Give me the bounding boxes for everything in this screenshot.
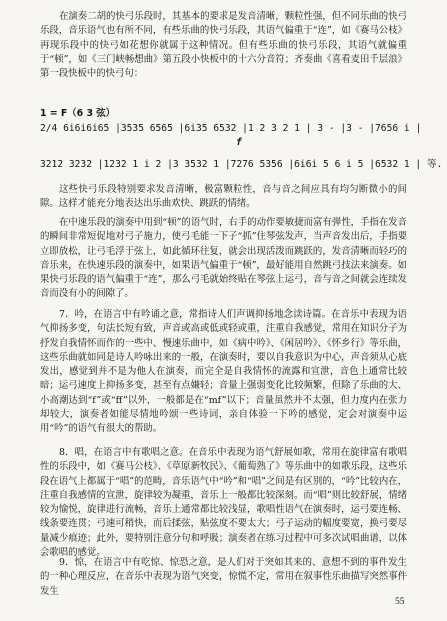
music-dynamic-mark	[236, 137, 256, 148]
music-phrase-2: 3212 3232 |1232 1 i 2 |3 3532 1 |7276 5356 |6i6i 5 6 i 5 |6532 1 | 等.	[40, 159, 443, 170]
dynamic-forte: f	[236, 137, 242, 148]
music-staff-line-2	[40, 156, 443, 170]
music-phrase-1b: 3 - |3 - |7656 i |	[317, 123, 422, 134]
page-number: 55	[395, 596, 405, 607]
music-phrase-1a: 6i6i6i65 |3535 6565 |6i35 6532 |1 2 3 2 1 |	[63, 123, 312, 134]
paragraph-jing-startle: 9．惊，在语言中有吃惊、惊恐之意，是人们对于突如其来的、意想不到的事件发生的一种心理反应，在音乐中表现为语气突变，惊慌不定，常用在叙事性乐曲描写突然事件发生	[40, 557, 407, 597]
music-staff-line-1	[40, 123, 422, 134]
paragraph-medium-tempo: 在中速乐段的演奏中用到“顿”的语气时，右手的动作要敏捷而富有弹性，手指在发音的瞬间非常短促地对弓子施力，使弓毛能一下子“抓”住琴弦发声，当声音发出后，手指要立即放松，让弓毛浮于弦上，如此循环往复，就会出现活泼而跳跃的，发音清晰而轻巧的音乐来，在快速乐段的演奏中，如果语气偏重于“顿”，最好能用自然跳弓技法来演奏。如果快弓乐段的语气偏重于“连”，那么弓毛就始终贴在琴弦上运弓，音与音之间就会连续发音而没有小的间隙了。	[40, 217, 407, 300]
music-time-signature: 2/4	[40, 123, 58, 134]
music-key-signature: 1 = F（6 3 弦）	[40, 108, 116, 119]
paragraph-fast-bow: 在演奏二胡的快弓乐段时，其基本的要求是发音清晰，颗粒性强，但不同乐曲的快弓乐段，音乐语气也有所不同，有些乐曲的快弓乐段，其语气偏重于“连”，如《赛马公枝》再现乐段中的快弓如花想你就属于这种情况。但有些乐曲的快弓乐段，其语气就偏重于“顿”，如《三门峡畅想曲》第五段小快板中的十六分音符；齐奏曲《喜看麦田千层浪》第一段快板中的快弓句：	[40, 11, 407, 80]
paragraph-fast-bow-summary: 这些快弓乐段特别要求发音清晰，极富颗粒性，音与音之间应具有均匀断微小的间隙。这样才能充分地表达出乐曲欢快、跳跃的情绪。	[40, 184, 407, 210]
paragraph-yin-chant: 7．吟，在语言中有吟诵之意，常指诗人们声调抑扬地念读诗篇。在音乐中表现为语气抑扬多变，句法长短有致，声音或高或低或轻或重，注重自我感觉，常用在知识分子为抒发自我情怀而作的一些中、慢速乐曲中，如《病中吟》、《闲居吟》、《怀乡行》等乐曲，这些乐曲就如同是诗人吟咏出来的一般，在演奏时，要以自我意识为中心，声音须从心底发出，感觉到并不是为他人在演奏，而完全是自我情怀的流露和宣泄，音色上通常比较暗；运弓速度上抑扬多变，甚至有点嫌轻；音量上强弱变化比较频繁，但除了乐曲的大、小高潮达到“f”或“ff”以外，一般都是在“mf”以下；音量虽然并不太强，但力度内在张力却较大，演奏者如能尽情地吟颂一些诗词，亲自体验一下吟的感觉，定会对演奏中运用“吟”的语气有很大的帮助。	[40, 309, 407, 435]
paragraph-chang-sing: 8．唱，在语言中有歌唱之意。在音乐中表现为语气舒展如歌，常用在旋律富有歌唱性的乐段中，如《赛马公枝》、《草原新牧民》、《葡萄熟了》等乐曲中的如歌乐段，这些乐段在语气上都属于“唱”的范畴，音乐语气中“吟”和“唱”之间是有区别的，“吟”比较内在，注重自我感情的宣泄，旋律较为凝重，音乐上一般都比较深刻。而“唱”则比较舒展，情绪较为愉悦，旋律进行流畅，音乐上通常都比较浅显，歌唱性语气在演奏时，运弓要连畅、线条要连贯；弓速可稍快，而后揉弦，贴弦度不要太大；弓子运动的幅度要宽，换弓要尽量减少痕迹；此外，要特别注意分句和呼吸；演奏者在练习过程中可多次试唱曲谱，以体会歌唱的感觉。	[40, 447, 407, 559]
